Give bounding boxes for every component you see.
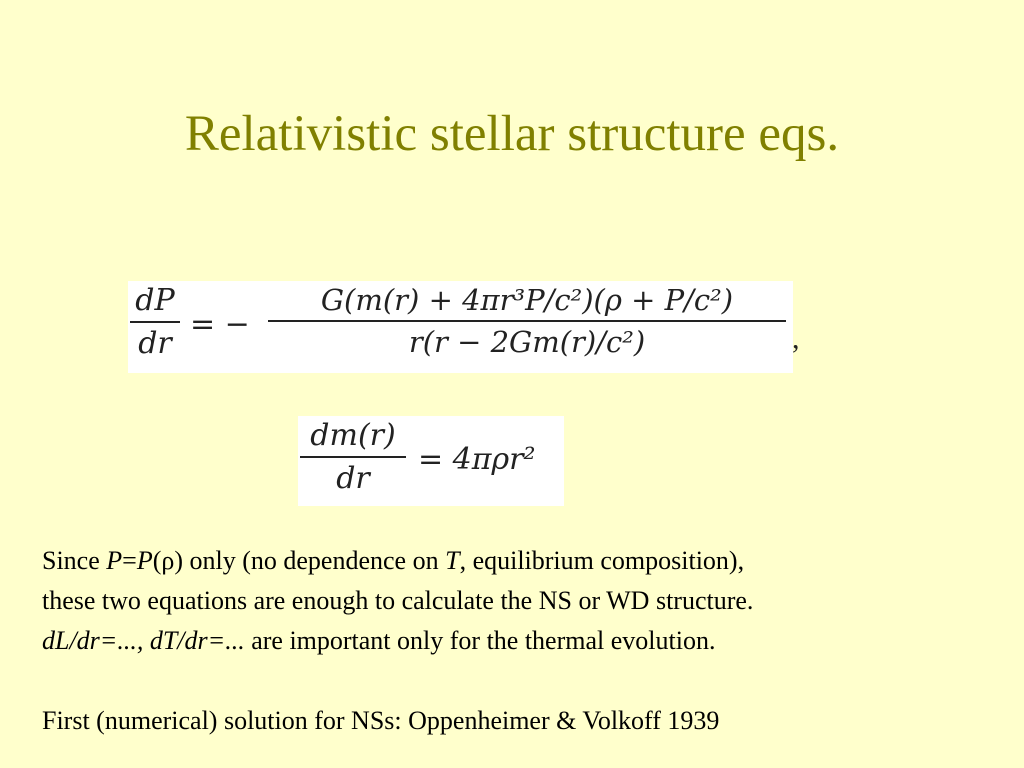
text-run: , equilibrium composition), <box>459 546 745 575</box>
eq1-rhs-numerator: G(m(r) + 4πr³P/c²)(ρ + P/c²) <box>320 283 734 317</box>
paragraph-2: First (numerical) solution for NSs: Oppenheimer & Volkoff 1939 <box>42 706 720 735</box>
eq1-rhs-denominator: r(r − 2Gm(r)/c²) <box>408 325 646 359</box>
paragraph-1-line-1 <box>42 541 1002 581</box>
eq1-lhs-numerator: dP <box>135 283 175 318</box>
text-run-italic: T <box>445 546 460 575</box>
eq2-rhs: = 4πρr² <box>418 442 536 477</box>
paragraph-1-line-2: these two equations are enough to calculate the NS or WD structure. <box>42 586 754 615</box>
text-run: = <box>122 546 137 575</box>
text-run-italic: P <box>106 546 123 575</box>
eq1-equals-minus: = − <box>190 307 250 342</box>
eq2-lhs-fraction <box>300 418 406 496</box>
eq1-lhs-fraction <box>130 283 180 361</box>
slide-title: Relativistic stellar structure eqs. <box>184 106 840 162</box>
paragraph-1-line-3 <box>42 621 1002 661</box>
text-run-italic: P <box>136 546 153 575</box>
eq1-rhs-fraction-bar <box>268 320 786 322</box>
eq2-lhs-fraction-bar <box>300 456 406 458</box>
eq1-trailing-comma: , <box>792 322 800 355</box>
equation-hydrostatic-equilibrium <box>128 281 793 373</box>
eq2-lhs-numerator: dm(r) <box>310 418 396 453</box>
eq2-lhs-denominator: dr <box>336 461 370 496</box>
equation-mass-continuity <box>298 416 564 506</box>
slide-body-text <box>42 541 1002 741</box>
text-run: (ρ) only (no dependence on <box>152 546 446 575</box>
text-run-italic: dL/dr=..., dT/dr=... <box>42 626 245 655</box>
paragraph-gap <box>42 661 1002 701</box>
text-run: are important only for the thermal evolution. <box>244 626 716 655</box>
eq1-lhs-fraction-bar <box>130 321 180 323</box>
text-run: Since <box>42 546 107 575</box>
eq1-rhs-fraction <box>268 283 786 359</box>
eq1-lhs-denominator: dr <box>138 326 172 361</box>
